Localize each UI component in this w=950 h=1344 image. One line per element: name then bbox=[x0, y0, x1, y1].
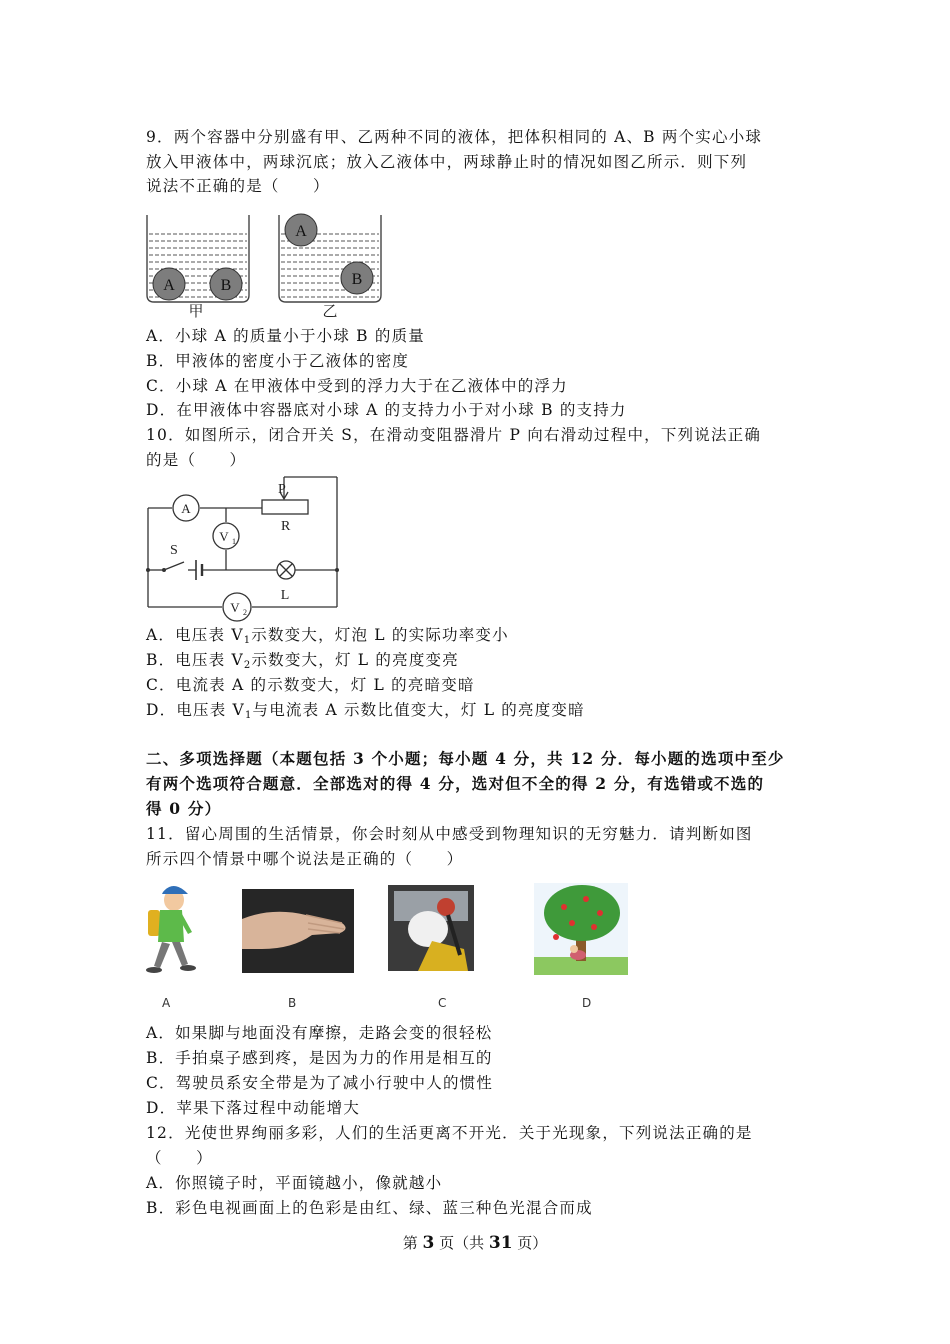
slider-p-label: P bbox=[278, 482, 286, 497]
q9-option-c: C．小球 A 在甲液体中受到的浮力大于在乙液体中的浮力 bbox=[146, 377, 568, 395]
q11-image-b-hand-on-table bbox=[242, 889, 354, 973]
q9-figure-containers bbox=[144, 210, 389, 320]
voltmeter-v1-label: V bbox=[219, 529, 229, 544]
ball-b-label: B bbox=[220, 277, 232, 294]
ball-a-label: A bbox=[163, 277, 175, 294]
ball-b-label-yi: B bbox=[351, 271, 363, 288]
q12-stem-line-1: 12．光使世界绚丽多彩，人们的生活更离不开光．关于光现象，下列说法正确的是 bbox=[146, 1124, 753, 1142]
voltmeter-v1-subscript: 1 bbox=[232, 537, 236, 546]
q12-option-b: B．彩色电视画面上的色彩是由红、绿、蓝三种色光混合而成 bbox=[146, 1199, 593, 1217]
q11-option-d: D．苹果下落过程中动能增大 bbox=[146, 1099, 361, 1117]
q10-option-b: B．电压表 $V_2$示数变大，灯 L 的亮度变亮 bbox=[146, 651, 459, 671]
q9-option-b: B．甲液体的密度小于乙液体的密度 bbox=[146, 352, 410, 370]
voltmeter-v2-subscript: 2 bbox=[243, 608, 247, 617]
ammeter-label: A bbox=[181, 501, 191, 516]
q11-option-b: B．手拍桌子感到疼，是因为力的作用是相互的 bbox=[146, 1049, 493, 1067]
q11-stem-line-2: 所示四个情景中哪个说法是正确的（ ） bbox=[146, 850, 464, 868]
rheostat-r-label: R bbox=[281, 519, 291, 534]
label-jia: 甲 bbox=[188, 302, 204, 320]
q12-option-a: A．你照镜子时，平面镜越小，像就越小 bbox=[146, 1174, 443, 1192]
label-yi: 乙 bbox=[322, 302, 338, 320]
q11-option-a: A．如果脚与地面没有摩擦，走路会变的很轻松 bbox=[146, 1024, 493, 1042]
lamp-l-label: L bbox=[280, 588, 290, 603]
q9-stem-line-1: 9．两个容器中分别盛有甲、乙两种不同的液体，把体积相同的 A、B 两个实心小球 bbox=[146, 128, 763, 146]
q10-circuit-diagram bbox=[144, 474, 344, 622]
q10-option-c: C．电流表 A 的示数变大，灯 L 的亮暗变暗 bbox=[146, 676, 475, 694]
q9-stem-line-3: 说法不正确的是（ ） bbox=[146, 177, 330, 195]
switch-s-label: S bbox=[170, 543, 178, 558]
q11-image-c-car-airbag bbox=[388, 885, 474, 971]
q11-image-label-b: B bbox=[288, 996, 297, 1010]
q11-image-label-d: D bbox=[582, 996, 592, 1010]
page-number: 3 bbox=[422, 1233, 435, 1253]
section2-heading-line-2: 有两个选项符合题意．全部选对的得 4 分，选对但不全的得 2 分，有选错或不选的 bbox=[146, 774, 765, 793]
page-footer: 第 3 页（共 31 页） bbox=[402, 1233, 548, 1253]
q11-image-label-c: C bbox=[438, 996, 447, 1010]
q10-option-d: D．电压表 $V_1$与电流表 A 示数比值变大，灯 L 的亮度变暗 bbox=[146, 701, 585, 721]
ball-a-label-yi: A bbox=[295, 223, 307, 240]
q10-stem-line-2: 的是（ ） bbox=[146, 451, 247, 469]
q10-option-a: A．电压表 $V_1$示数变大，灯泡 L 的实际功率变小 bbox=[146, 626, 509, 646]
q10-stem-line-1: 10．如图所示，闭合开关 S，在滑动变阻器滑片 P 向右滑动过程中，下列说法正确 bbox=[146, 426, 762, 444]
section2-heading-line-1: 二、多项选择题（本题包括 3 个小题；每小题 4 分，共 12 分．每小题的选项中至少 bbox=[146, 749, 785, 768]
section2-heading-line-3: 得 0 分） bbox=[146, 799, 222, 818]
q11-stem-line-1: 11．留心周围的生活情景，你会时刻从中感受到物理知识的无穷魅力．请判断如图 bbox=[146, 825, 753, 843]
q11-option-c: C．驾驶员系安全带是为了减小行驶中人的惯性 bbox=[146, 1074, 494, 1092]
q9-stem-line-2: 放入甲液体中，两球沉底；放入乙液体中，两球静止时的情况如图乙所示．则下列 bbox=[146, 153, 748, 171]
q11-image-d-apple-tree bbox=[534, 883, 628, 975]
q11-image-label-a: A bbox=[162, 996, 171, 1010]
q9-option-d: D．在甲液体中容器底对小球 A 的支持力小于对小球 B 的支持力 bbox=[146, 401, 627, 419]
q9-option-a: A．小球 A 的质量小于小球 B 的质量 bbox=[146, 327, 425, 345]
total-pages: 31 bbox=[488, 1233, 513, 1253]
voltmeter-v2-label: V bbox=[230, 600, 240, 615]
q12-stem-line-2: （ ） bbox=[146, 1149, 213, 1167]
q11-image-a-walking-boy bbox=[140, 880, 202, 980]
